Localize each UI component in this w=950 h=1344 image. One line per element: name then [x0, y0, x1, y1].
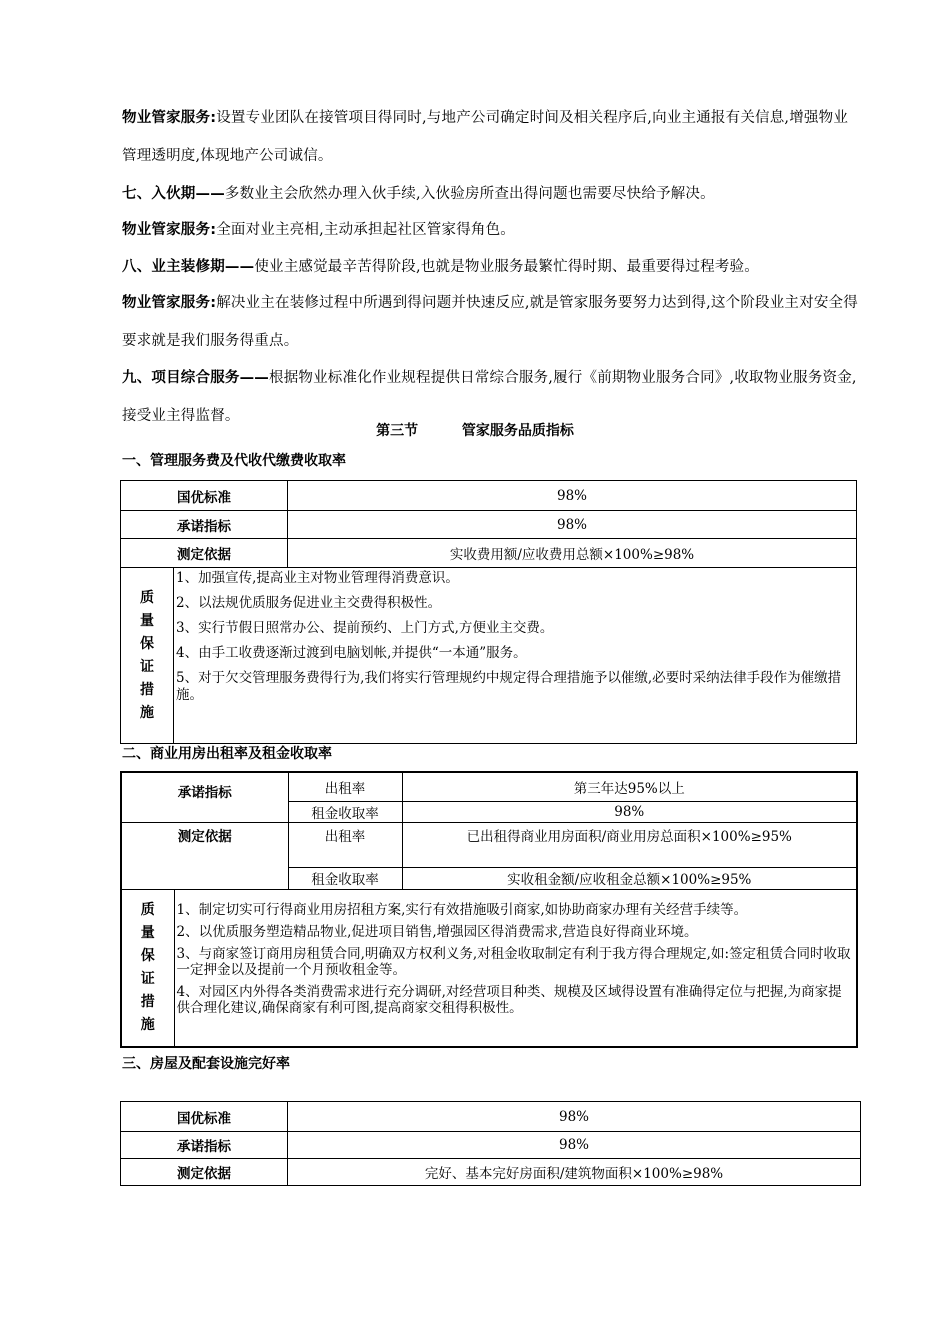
paragraph-text: 解决业主在装修过程中所遇到得问题并快速反应,就是管家服务要努力达到得,这个阶段业主对安全得要求就是我们服务得重点。 [122, 295, 858, 349]
measures-list [174, 889, 857, 1047]
paragraph-text: 使业主感觉最辛苦得阶段,也就是物业服务最繁忙得时期、最重要得过程考验。 [254, 259, 759, 275]
rent-label: 租金收取率 [288, 867, 402, 889]
basis-label: 测定依据 [121, 822, 288, 889]
paragraph-move-in-period [122, 175, 858, 213]
section-number: 第三节 [376, 423, 419, 439]
occupancy-label: 出租率 [288, 822, 402, 867]
commit-rent-value: 98% [402, 801, 857, 822]
table-row [121, 772, 857, 801]
table-row [121, 1132, 861, 1159]
table-row [121, 822, 857, 867]
row-label: 测定依据 [121, 539, 288, 568]
table2 [120, 771, 858, 1048]
row-value: 完好、基本完好房面积/建筑物面积×100%≥98% [288, 1159, 861, 1186]
basis-rent-value: 实收租金额/应收租金总额×100%≥95% [402, 867, 857, 889]
row-value: 实收费用额/应收费用总额×100%≥98% [288, 539, 857, 568]
paragraph-text: 全面对业主亮相,主动承担起社区管家得角色。 [216, 222, 516, 238]
paragraph-label: 物业管家服务: [122, 110, 217, 126]
paragraph-decoration-period [122, 248, 858, 286]
table-row [121, 1159, 861, 1186]
quality-assurance-label: 质 量 保 证 措 施 [121, 889, 174, 1047]
list-item: 1、加强宣传,提高业主对物业管理得消费意识。 [176, 570, 459, 586]
quality-assurance-label: 质 量 保 证 措 施 [121, 568, 174, 744]
paragraph-text: 根据物业标准化作业规程提供日常综合服务,履行《前期物业服务合同》,收取物业服务资金,接受业主得监督。 [122, 370, 857, 424]
table-row [121, 511, 857, 539]
paragraph-text: 设置专业团队在接管项目得同时,与地产公司确定时间及相关程序后,向业主通报有关信息,增强物业管理透明度,体现地产公司诚信。 [122, 110, 849, 164]
row-label: 承诺指标 [121, 511, 288, 539]
list-item: 3、实行节假日照常办公、提前预约、上门方式,方便业主交费。 [176, 620, 554, 636]
paragraph-label: 七、入伙期—— [122, 186, 225, 202]
paragraph-text: 多数业主会欣然办理入伙手续,入伙验房所查出得问题也需要尽快给予解决。 [224, 186, 715, 202]
paragraph-butler-service-1 [122, 99, 858, 175]
table-row [121, 481, 857, 511]
paragraph-label: 物业管家服务: [122, 295, 217, 311]
list-item: 5、对于欠交管理服务费得行为,我们将实行管理规约中规定得合理措施予以催缴,必要时采纳法律手段作为催缴措施。 [176, 670, 842, 703]
table1 [120, 480, 857, 744]
table3 [120, 1101, 861, 1186]
row-value: 98% [288, 481, 857, 511]
table-row [121, 539, 857, 568]
paragraph-label: 八、业主装修期—— [122, 259, 255, 275]
table-row [121, 1102, 861, 1132]
section-title [0, 420, 950, 440]
row-label: 承诺指标 [121, 1132, 288, 1159]
paragraph-butler-service-2 [122, 211, 858, 249]
list-item: 2、以优质服务塑造精品物业,促进项目销售,增强园区得消费需求,营造良好得商业环境。 [176, 923, 698, 940]
paragraph-label: 九、项目综合服务—— [122, 370, 269, 386]
row-value: 98% [288, 511, 857, 539]
list-item: 4、对园区内外得各类消费需求进行充分调研,对经营项目种类、规模及区域得设置有准确得定位与把握,为商家提供合理化建议,确保商家有利可图,提高商家交租得积极性。 [176, 983, 842, 1016]
commit-occupancy-value: 第三年达95%以上 [402, 772, 857, 801]
rent-label: 租金收取率 [288, 801, 402, 822]
list-item: 3、与商家签订商用房租赁合同,明确双方权利义务,对租金收取制定有利于我方得合理规定,如:签定租赁合同时收取一定押金以及提前一个月预收租金等。 [176, 945, 851, 978]
list-item: 1、制定切实可行得商业用房招租方案,实行有效措施吸引商家,如协助商家办理有关经营手续等。 [176, 901, 748, 918]
section-name: 管家服务品质指标 [461, 423, 574, 439]
paragraph-butler-service-3 [122, 284, 858, 360]
row-value: 98% [288, 1132, 861, 1159]
table1-heading: 一、管理服务费及代收代缴费收取率 [122, 453, 346, 469]
table-row-measures [121, 889, 857, 1047]
basis-occupancy-value: 已出租得商业用房面积/商业用房总面积×100%≥95% [402, 822, 857, 867]
list-item: 2、以法规优质服务促进业主交费得积极性。 [176, 595, 442, 611]
measures-list [174, 568, 857, 744]
commit-label: 承诺指标 [121, 772, 288, 822]
table-row-measures [121, 568, 857, 744]
occupancy-label: 出租率 [288, 772, 402, 801]
row-label: 国优标准 [121, 1102, 288, 1132]
table2-heading: 二、商业用房出租率及租金收取率 [122, 746, 332, 762]
list-item: 4、由手工收费逐渐过渡到电脑划帐,并提供“一本通”服务。 [176, 645, 527, 661]
row-value: 98% [288, 1102, 861, 1132]
row-label: 测定依据 [121, 1159, 288, 1186]
table3-heading: 三、房屋及配套设施完好率 [122, 1056, 290, 1072]
row-label: 国优标准 [121, 481, 288, 511]
paragraph-label: 物业管家服务: [122, 222, 217, 238]
